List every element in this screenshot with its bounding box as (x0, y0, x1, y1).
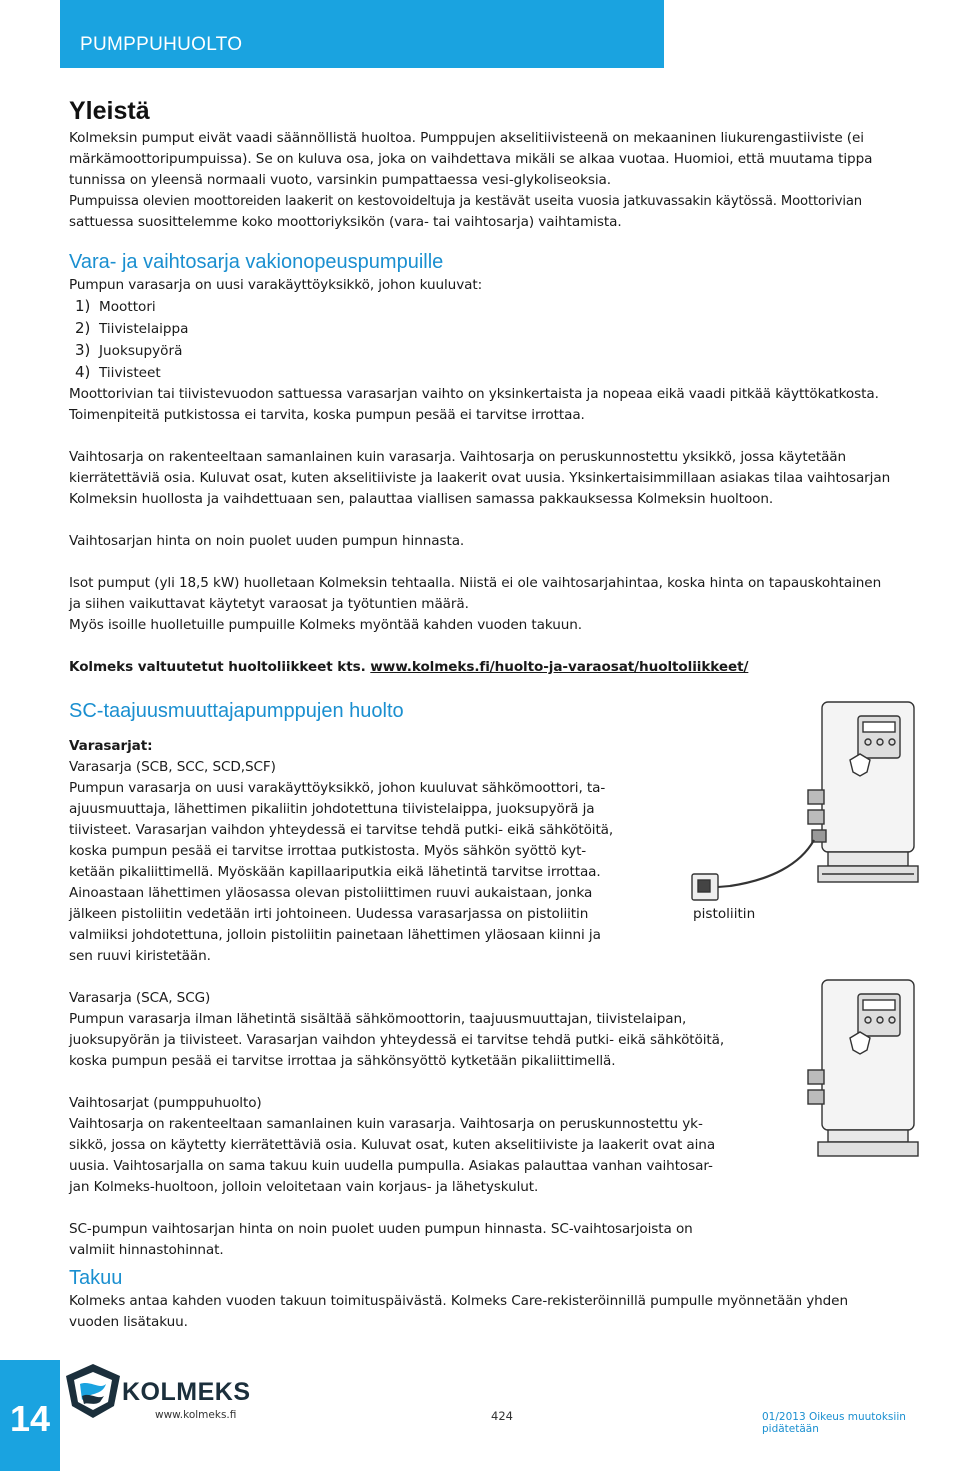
figure-label: pistoliitin (693, 906, 756, 922)
sc-a-line: sen ruuvi kiristetään. (69, 948, 211, 964)
vakio-text: Isot pumput (yli 18,5 kW) huolletaan Kolmeksin tehtaalla. Niistä ei ole vaihtosarjahintaa, koska hinta on tapauskohtainen (69, 575, 882, 591)
sc-d-line: valmiit hinnastohinnat. (69, 1242, 224, 1258)
yleista-line: tunnissa on yleensä normaali vuoto, varsinkin pumpattaessa vesi-glykoliseoksia. (69, 172, 612, 188)
sc-a-line: Ainoastaan lähettimen yläosassa olevan pistoliittimen ruuvi aukaistaan, jonka (69, 885, 593, 901)
list-item: 4) Tiivisteet (75, 363, 161, 381)
footer-url[interactable]: www.kolmeks.fi (155, 1409, 237, 1421)
sc-c-line: jan Kolmeks-huoltoon, jolloin veloitetaan vain korjaus- ja lähetyskulut. (69, 1179, 539, 1195)
footer-note: 01/2013 Oikeus muutoksiin pidätetään (762, 1411, 906, 1435)
sc-d-line: SC-pumpun vaihtosarjan hinta on noin puolet uuden pumpun hinnasta. SC-vaihtosarjoista on (69, 1221, 693, 1237)
takuu-line: vuoden lisätakuu. (69, 1314, 188, 1330)
sc-b-line: juoksupyörän ja tiivisteet. Varasarjan vaihdon yhteydessä ei tarvitse tehdä putki- eikä sähkötöitä, (69, 1032, 725, 1048)
pump-illustration (690, 690, 960, 1160)
section-title-yleista: Yleistä (69, 97, 150, 125)
sc-b-line: Pumpun varasarja ilman lähetintä sisältää sähkömoottorin, taajuusmuuttajan, tiivistelaipan, (69, 1011, 687, 1027)
catalog-page-number: 424 (491, 1409, 513, 1423)
vakio-intro: Pumpun varasarja on uusi varakäyttöyksikkö, johon kuuluvat: (69, 277, 483, 293)
sc-a-line: Pumpun varasarja on uusi varakäyttöyksikkö, johon kuuluvat sähkömoottori, ta- (69, 780, 606, 796)
vakio-text: Moottorivian tai tiivistevuodon sattuessa varasarjan vaihto on yksinkertaista ja nopeaa eikä vaadi pitkää käyttökatkosta. (69, 386, 879, 402)
yleista-line: Kolmeksin pumput eivät vaadi säännöllistä huoltoa. Pumppujen akselitiivisteenä on mekaaninen liukurengastiiviste (ei (69, 130, 864, 146)
sc-c-line: sikkö, jossa on käytetty kierrätettäviä osia. Kuluvat osat, kuten akselitiiviste ja laakerit ovat aina (69, 1137, 716, 1153)
sc-a-line: tiivisteet. Varasarjan vaihdon yhteydessä ei tarvitse tehdä putki- eikä sähkötöitä, (69, 822, 614, 838)
vakio-text: Myös isoille huolletuille pumpuille Kolmeks myöntää kahden vuoden takuun. (69, 617, 582, 633)
sc-a-title: Varasarja (SCB, SCC, SCD,SCF) (69, 759, 276, 775)
section-title-takuu: Takuu (69, 1267, 123, 1289)
sc-a-line: ajuusmuuttaja, lähettimen pikaliitin johdotettuna tiivistelaippa, juoksupyörä ja (69, 801, 595, 817)
sc-c-line: uusia. Vaihtosarjalla on sama takuu kuin uudella pumpulla. Asiakas palauttaa vanhan vaihtosar- (69, 1158, 713, 1174)
list-item: 1) Moottori (75, 297, 156, 315)
yleista-line: Pumpuissa olevien moottoreiden laakerit on kestovoideltuja ja kestävät useita vuosia jatkuvassakin käytössä. Moottorivian (69, 194, 863, 209)
service-link[interactable]: www.kolmeks.fi/huolto-ja-varaosat/huoltoliikkeet/ (370, 659, 749, 675)
takuu-line: Kolmeks antaa kahden vuoden takuun toimituspäivästä. Kolmeks Care-rekisteröinnillä pumpulle myönnetään yhden (69, 1293, 848, 1309)
yleista-line: sattuessa suosittelemme koko moottoriyksikön (vara- tai vaihtosarja) vaihtamista. (69, 214, 622, 230)
page-number-tab (0, 1360, 60, 1471)
header-bar (60, 0, 664, 68)
kolmeks-logo-text: KOLMEKS (122, 1378, 251, 1406)
vakio-text: Kolmeksin huollosta ja vaihdettuaan sen, palauttaa viallisen samassa pakkauksessa Kolmeksin huoltoon. (69, 491, 774, 507)
service-line (69, 657, 959, 678)
sc-b-title: Varasarja (SCA, SCG) (69, 990, 211, 1006)
sc-a-line: ketään pikaliittimellä. Myöskään kapillaariputkia eikä lähetintä tarvitse irrottaa. (69, 864, 601, 880)
service-label: Kolmeks valtuutetut huoltoliikkeet kts. (69, 659, 371, 675)
sc-a-line: valmiiksi johdotettuna, jolloin pistoliitin painetaan lähettimen yläosaan kiinni ja (69, 927, 601, 943)
sc-c-title: Vaihtosarjat (pumppuhuolto) (69, 1095, 262, 1111)
yleista-line: märkämoottoripumpuissa). Se on kuluva osa, joka on vaihdettava mikäli se alkaa vuotaa. Huomioi, että muutama tippa (69, 151, 873, 167)
vakio-text: Toimenpiteitä putkistossa ei tarvita, koska pumpun pesää ei tarvitse irrottaa. (69, 407, 585, 423)
cable (730, 840, 814, 886)
sc-a-line: jälkeen pistoliitin vedetään irti johtoineen. Uudessa varasarjassa on pistoliitin (69, 906, 589, 922)
vakio-text: Vaihtosarjan hinta on noin puolet uuden pumpun hinnasta. (69, 533, 465, 549)
list-item: 2) Tiivistelaippa (75, 319, 189, 337)
kolmeks-logo-icon (62, 1362, 124, 1420)
section-title-sc: SC-taajuusmuuttajapumppujen huolto (69, 700, 404, 722)
page-number: 14 (9, 1398, 51, 1439)
vakio-text: kierrätettäviä osia. Kuluvat osat, kuten akselitiiviste ja laakerit ovat uusia. Yksinkertaisimmillaan asiakas tilaa vaihtosarjan (69, 470, 891, 486)
sc-a-line: koska pumpun pesää ei tarvitse irrottaa putkistosta. Myös sähkön syöttö kyt- (69, 843, 587, 859)
parts-list (69, 296, 959, 384)
sc-c-line: Vaihtosarja on rakenteeltaan samanlainen kuin varasarja. Vaihtosarja on peruskunnostettu yk- (69, 1116, 703, 1132)
section-title-vakio: Vara- ja vaihtosarja vakionopeuspumpuille (69, 251, 444, 273)
vakio-text: Vaihtosarja on rakenteeltaan samanlainen kuin varasarja. Vaihtosarja on peruskunnostettu yksikkö, jossa käytetään (69, 449, 847, 465)
header-title: PUMPPUHUOLTO (80, 34, 243, 55)
list-item: 3) Juoksupyörä (75, 341, 183, 359)
sc-b-line: koska pumpun pesää ei tarvitse irrottaa ja sähkönsyöttö kytketään pikaliittimellä. (69, 1053, 616, 1069)
vakio-text: ja siihen vaikuttavat käytetyt varaosat ja työtuntien määrä. (69, 596, 469, 612)
varasarjat-label: Varasarjat: (69, 738, 153, 754)
